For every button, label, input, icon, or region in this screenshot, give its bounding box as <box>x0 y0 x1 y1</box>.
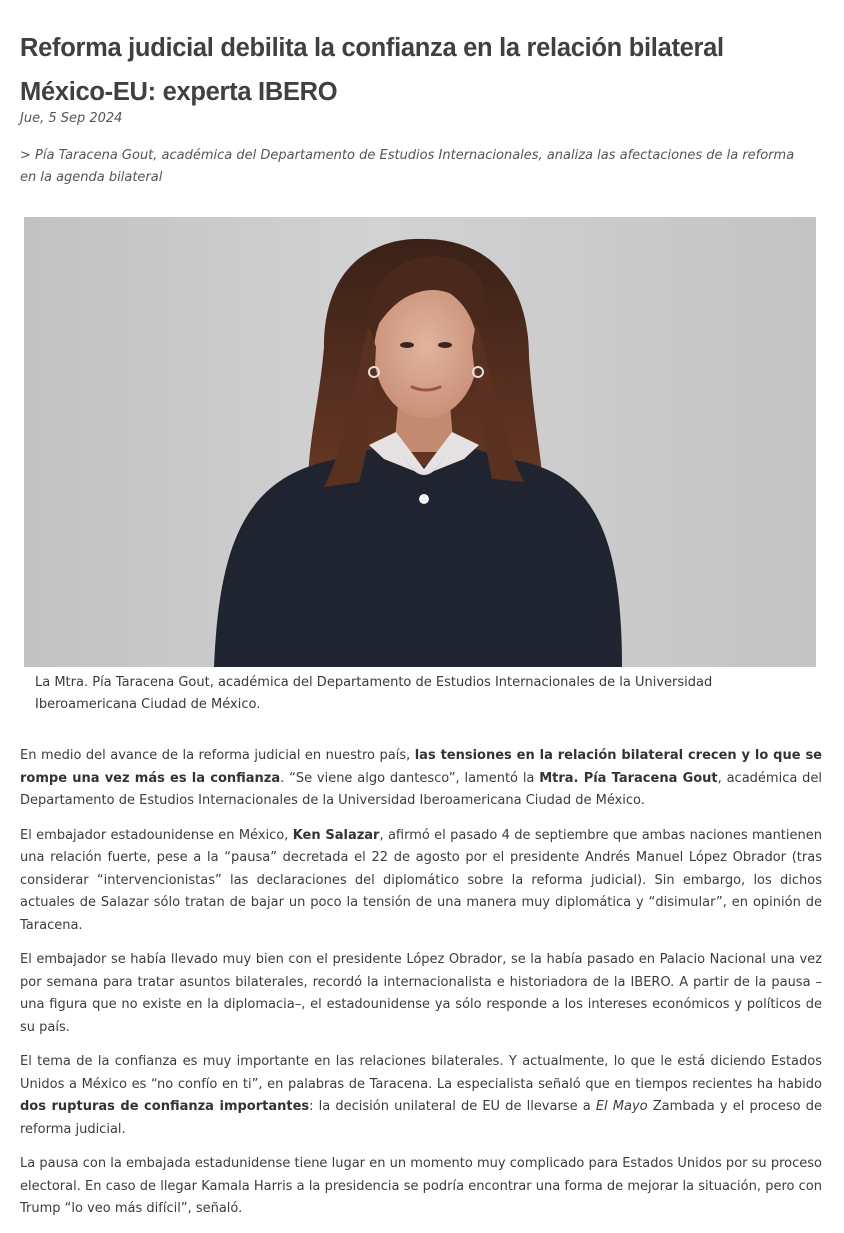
portrait-illustration <box>24 217 816 667</box>
paragraph: En medio del avance de la reforma judicial en nuestro país, las tensiones en la relación bilateral crecen y lo que se rompe una vez más es la confianza. “Se viene algo dantesco”, lamentó la Mtra. Pía Taracena Gout, académica del Departamento de Estudios Internacionales de la Universidad Iberoamericana Ciudad de México. <box>20 748 822 808</box>
article-subtitle: > Pía Taracena Gout, académica del Departamento de Estudios Internacionales, analiza las afectaciones de la reforma en la agenda bilateral <box>20 148 795 185</box>
article-photo <box>24 217 816 667</box>
image-caption: La Mtra. Pía Taracena Gout, académica del Departamento de Estudios Internacionales de la Universidad Iberoamericana Ciudad de México. <box>35 675 713 712</box>
article-title: Reforma judicial debilita la confianza en la relación bilateral México-EU: experta IBERO <box>20 34 724 106</box>
paragraph: La pausa con la embajada estadunidense tiene lugar en un momento muy complicado para Estados Unidos por su proceso electoral. En caso de llegar Kamala Harris a la presidencia se podría encontrar una forma de mejorar la situación, pero con Trump “lo veo más difícil”, señaló. <box>20 1156 822 1216</box>
article-body <box>20 745 822 1233</box>
paragraph: El tema de la confianza es muy importante en las relaciones bilaterales. Y actualmente, lo que le está diciendo Estados Unidos a México es “no confío en ti”, en palabras de Taracena. La especialista señaló que en tiempos recientes ha habido dos rupturas de confianza importantes: la decisión unilateral de EU de llevarse a El Mayo Zambada y el proceso de reforma judicial. <box>20 1054 822 1137</box>
article-date: Jue, 5 Sep 2024 <box>20 111 123 126</box>
paragraph: El embajador se había llevado muy bien con el presidente López Obrador, se la había pasado en Palacio Nacional una vez por semana para tratar asuntos bilaterales, recordó la internacionalista e historiadora de la IBERO. A partir de la pausa –una figura que no existe en la diplomacia–, el estadounidense ya sólo responde a los intereses económicos y políticos de su país. <box>20 952 822 1035</box>
paragraph: El embajador estadounidense en México, Ken Salazar, afirmó el pasado 4 de septiembre que ambas naciones mantienen una relación fuerte, pese a la “pausa” decretada el 22 de agosto por el presidente Andrés Manuel López Obrador (tras considerar “intervencionistas” las declaraciones del diplomático sobre la reforma judicial). Sin embargo, los dichos actuales de Salazar sólo tratan de bajar un poco la tensión de una manera muy diplomática y “disimular”, en opinión de Taracena. <box>20 827 822 933</box>
